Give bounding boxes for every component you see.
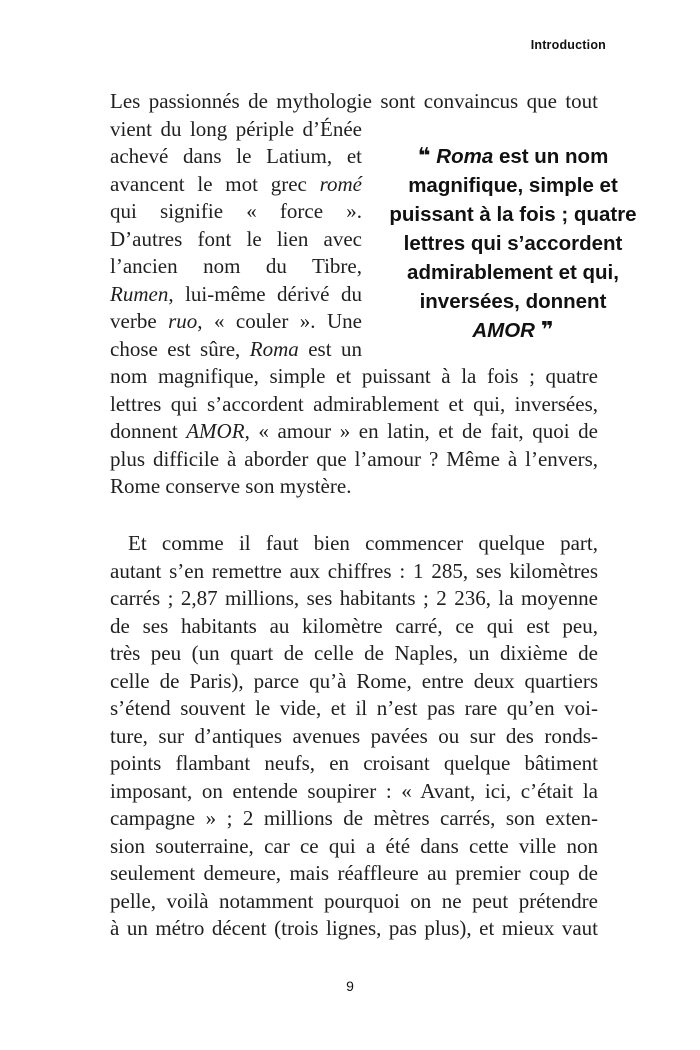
text-line: sion souterraine, car ce qui a été dans cette ville non — [110, 833, 598, 858]
text-line: très peu (un quart de celle de Naples, un dixième de — [110, 641, 598, 665]
text-line: vient du long périple d’Énée — [110, 116, 362, 141]
open-quote-icon: ❝ — [417, 144, 431, 169]
text-line: achevé dans le Latium, et — [110, 144, 362, 168]
pull-quote-line: inversées, donnent — [419, 290, 607, 313]
text-line: à un métro décent (trois lignes, pas plus), et mieux vaut — [110, 916, 598, 940]
running-head: Introduction — [530, 38, 606, 52]
page-number: 9 — [346, 978, 354, 994]
text-line: verbe ruo, « couler ». Une — [110, 309, 362, 333]
text-line: donnent AMOR, « amour » en latin, et de fait, quoi de — [110, 419, 598, 443]
text-line: l’ancien nom du Tibre, — [110, 254, 362, 278]
text-line: ture, sur d’antiques avenues pavées ou sur des ronds- — [110, 723, 598, 748]
text-line: lettres qui s’accordent admirablement et qui, inversées, — [110, 391, 598, 416]
text-line: s’étend souvent le vide, et il n’est pas rare qu’en voi- — [110, 696, 598, 720]
text-line: celle de Paris), parce qu’à Rome, entre deux quartiers — [110, 668, 598, 693]
text-line: campagne » ; 2 millions de mètres carrés, son exten- — [110, 806, 598, 830]
pull-quote-line: AMOR ❞ — [472, 318, 554, 343]
text-line: de ses habitants au kilomètre carré, ce qui est peu, — [110, 613, 598, 638]
text-line: plus difficile à aborder que l’amour ? Même à l’envers, — [110, 446, 598, 471]
pull-quote-line: puissant à la fois ; quatre — [389, 203, 637, 226]
close-quote-icon: ❞ — [540, 318, 554, 343]
pull-quote-line: lettres qui s’accordent — [403, 232, 623, 255]
pull-quote — [388, 142, 638, 345]
text-line: qui signifie « force ». — [110, 199, 362, 223]
text-line: pelle, voilà notamment pourquoi on ne peut prétendre — [110, 888, 598, 913]
text-line: Rumen, lui-même dérivé du — [110, 281, 362, 306]
text-line: seulement demeure, mais réaffleure au premier coup de — [110, 861, 598, 885]
pull-quote-line: ❝ Roma est un nom — [417, 144, 609, 169]
pull-quote-line: magnifique, simple et — [408, 174, 618, 197]
pull-quote-line: admirablement et qui, — [407, 261, 619, 284]
text-line: points flambant neufs, en croisant quelque bâtiment — [110, 751, 598, 775]
text-line: imposant, on entende soupirer : « Avant, ici, c’était la — [110, 778, 598, 803]
text-line: Rome conserve son mystère. — [110, 474, 352, 498]
text-line: nom magnifique, simple et puissant à la fois ; quatre — [110, 364, 598, 388]
text-line: avancent le mot grec romé — [110, 171, 362, 196]
text-line: carrés ; 2,87 millions, ses habitants ; 2 236, la moyenne — [110, 586, 598, 610]
text-line: Et comme il faut bien commencer quelque part, — [128, 531, 598, 555]
text-line: autant s’en remettre aux chiffres : 1 285, ses kilomètres — [110, 558, 598, 583]
text-line: chose est sûre, Roma est un — [110, 336, 362, 361]
text-line: Les passionnés de mythologie sont convaincus que tout — [110, 89, 598, 113]
text-line: D’autres font le lien avec — [110, 226, 362, 251]
